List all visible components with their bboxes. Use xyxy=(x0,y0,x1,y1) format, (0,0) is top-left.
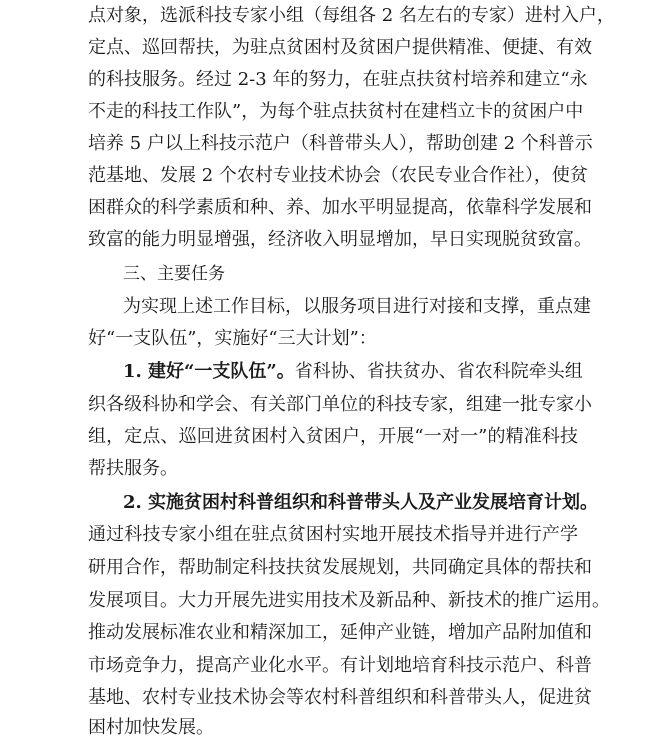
paragraph-line: 好“一支队伍”，实施好“三大计划”： xyxy=(88,328,377,349)
task-1-text: 省科协、省扶贫办、省农科院牵头组 xyxy=(294,361,583,382)
paragraph-line: 困群众的科学素质和种、养、加水平明显提高，依靠科学发展和 xyxy=(88,197,592,218)
paragraph-line: 不走的科技工作队”，为每个驻点扶贫村在建档立卡的贫困户中 xyxy=(88,101,584,122)
section-heading: 三、主要任务 xyxy=(123,264,225,284)
paragraph-line: 点对象，选派科技专家小组（每组各 2 名左右的专家）进村入户， xyxy=(88,5,615,26)
paragraph-line: 培养 5 户以上科技示范户（科普带头人），帮助创建 2 个科普示 xyxy=(88,133,593,154)
paragraph-line: 市场竞争力，提高产业化水平。有计划地培育科技示范户、科普 xyxy=(88,655,592,676)
paragraph-line: 的科技服务。经过 2-3 年的努力，在驻点扶贫村培养和建立“永 xyxy=(88,69,588,90)
paragraph-line: 推动发展标准农业和精深加工，延伸产业链，增加产品附加值和 xyxy=(88,622,592,643)
paragraph-line: 范基地、发展 2 个农村专业技术协会（农民专业合作社），使贫 xyxy=(88,165,588,186)
paragraph-line: 研用合作，帮助制定科技扶贫发展规划，共同确定具体的帮扶和 xyxy=(88,557,592,578)
paragraph-line: 通过科技专家小组在驻点贫困村实地开展技术指导并进行产学 xyxy=(88,524,578,545)
paragraph-line: 组，定点、巡回进贫困村入贫困户，开展“一对一”的精准科技 xyxy=(88,426,578,447)
paragraph-line: 定点、巡回帮扶，为驻点贫困村及贫困户提供精准、便捷、有效 xyxy=(88,37,592,58)
paragraph-line: 困村加快发展。 xyxy=(88,717,214,738)
paragraph-line: 致富的能力明显增强，经济收入明显增加，早日实现脱贫致富。 xyxy=(88,229,592,250)
paragraph-line: 为实现上述工作目标，以服务项目进行对接和支撑，重点建 xyxy=(123,296,591,317)
task-1-line xyxy=(123,356,583,388)
task-1-title: 1. 建好“一支队伍”。 xyxy=(123,361,295,382)
paragraph-line: 帮扶服务。 xyxy=(88,458,178,479)
task-2-title: 2. 实施贫困村科普组织和科普带头人及产业发展培育计划。 xyxy=(123,492,599,513)
paragraph-line: 织各级科协和学会、有关部门单位的科技专家，组建一批专家小 xyxy=(88,394,592,415)
paragraph-line: 基地、农村专业技术协会等农村科普组织和科普带头人，促进贫 xyxy=(88,687,592,708)
paragraph-line: 发展项目。大力开展先进实用技术及新品种、新技术的推广运用。 xyxy=(88,590,610,611)
